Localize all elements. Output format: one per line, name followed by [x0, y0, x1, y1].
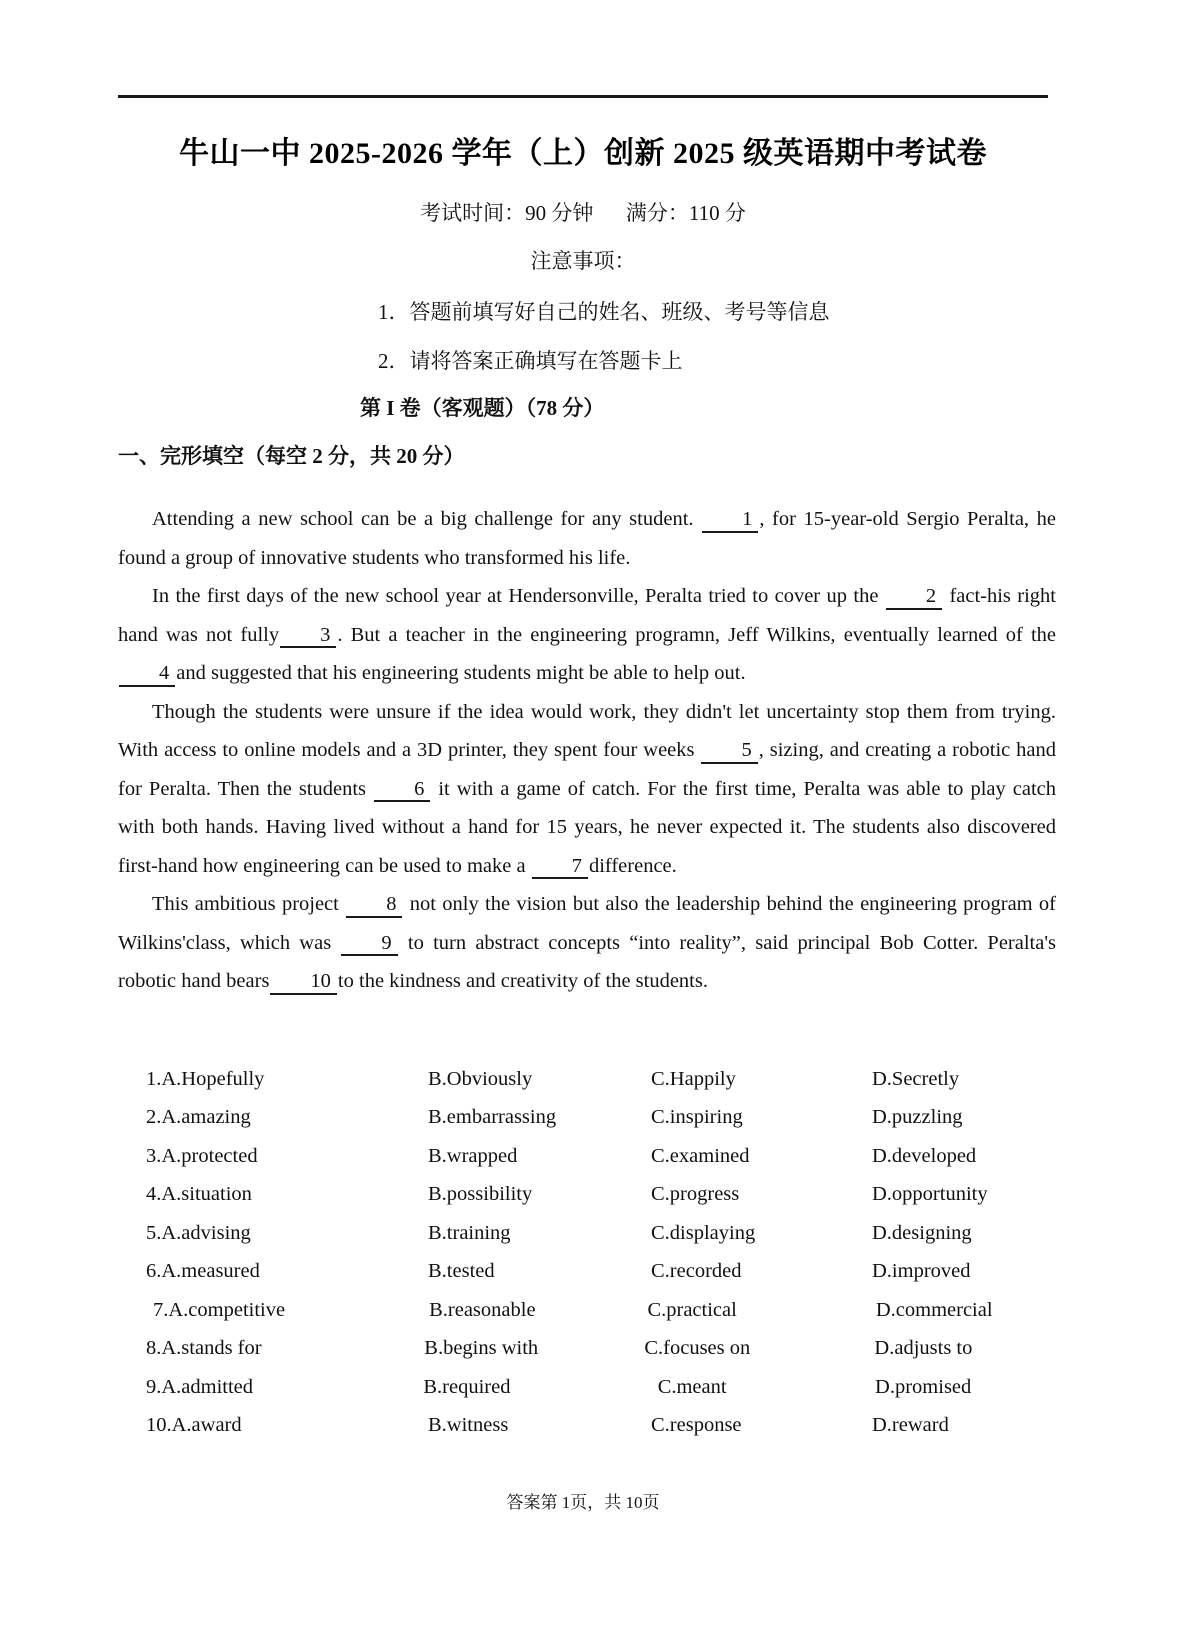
p2-segment-1: In the first days of the new school year at Hendersonville, Peralta tried to cover up the: [152, 585, 879, 607]
option-3-d[interactable]: D.developed: [872, 1144, 977, 1167]
cloze-passage: [118, 500, 1056, 1001]
option-10-a[interactable]: 10.A.award: [146, 1414, 242, 1437]
option-4-b[interactable]: B.possibility: [428, 1183, 533, 1206]
question-row-10: [146, 1407, 1056, 1446]
p2-segment-4: and suggested that his engineering students might be able to help out.: [176, 662, 746, 684]
cloze-blank-9: 9: [341, 933, 397, 957]
option-1-a[interactable]: 1.A.Hopefully: [146, 1067, 265, 1090]
option-3-c[interactable]: C.examined: [651, 1144, 750, 1167]
option-10-b[interactable]: B.witness: [428, 1414, 509, 1437]
page-footer: 答案第 1页，共 10页: [506, 1493, 660, 1512]
option-7-b[interactable]: B.reasonable: [429, 1298, 536, 1321]
option-8-b[interactable]: B.begins with: [424, 1337, 539, 1360]
p4-segment-1: This ambitious project: [152, 893, 339, 915]
question-row-7: [146, 1291, 1056, 1330]
p1-text-before: Attending a new school can be a big challenge for any student.: [152, 508, 694, 530]
option-10-c[interactable]: C.response: [651, 1414, 742, 1437]
option-6-c[interactable]: C.recorded: [651, 1260, 742, 1283]
option-8-d[interactable]: D.adjusts to: [874, 1337, 973, 1360]
option-9-d[interactable]: D.promised: [875, 1375, 972, 1398]
p2-segment-2: fact-his right hand was not fully: [118, 585, 1056, 646]
option-1-d[interactable]: D.Secretly: [872, 1067, 960, 1090]
question-row-2: [146, 1099, 1056, 1138]
section-heading-cloze: 一、完形填空（每空 2 分，共 20 分）: [118, 444, 465, 468]
notice-item-1: 1．答题前填写好自己的姓名、班级、考号等信息: [378, 300, 830, 324]
option-8-a[interactable]: 8.A.stands for: [146, 1337, 262, 1360]
option-7-a[interactable]: 7.A.competitive: [153, 1298, 286, 1321]
passage-paragraph-2: [118, 577, 1056, 693]
option-1-b[interactable]: B.Obviously: [428, 1067, 533, 1090]
option-9-a[interactable]: 9.A.admitted: [146, 1375, 254, 1398]
option-5-a[interactable]: 5.A.advising: [146, 1221, 251, 1244]
option-5-c[interactable]: C.displaying: [651, 1221, 756, 1244]
cloze-blank-7: 7: [532, 856, 588, 880]
question-row-1: [146, 1060, 1056, 1099]
page-content-area: [118, 0, 1073, 1636]
p4-segment-3: to turn abstract concepts “into reality”, said principal Bob Cotter. Peralta's robotic hand bears: [118, 931, 1057, 992]
paper-part-heading: 第 I 卷（客观题）（78 分）: [360, 396, 605, 420]
passage-paragraph-4: [118, 885, 1056, 1001]
page-title: 牛山一中 2025-2026 学年（上）创新 2025 级英语期中考试卷: [179, 137, 987, 170]
option-6-d[interactable]: D.improved: [872, 1260, 971, 1283]
option-9-b[interactable]: B.required: [423, 1375, 511, 1398]
cloze-blank-5: 5: [701, 740, 757, 764]
option-3-b[interactable]: B.wrapped: [428, 1144, 518, 1167]
passage-paragraph-3: [118, 693, 1056, 886]
option-2-d[interactable]: D.puzzling: [872, 1106, 963, 1129]
option-4-a[interactable]: 4.A.situation: [146, 1183, 252, 1206]
p3-segment-1: Though the students were unsure if the idea would work, they didn't let uncertainty stop them from trying. With access to online models and a 3D printer, they spent four weeks: [118, 700, 1056, 761]
option-6-b[interactable]: B.tested: [428, 1260, 495, 1283]
p3-segment-3: it with a game of catch. For the first time, Peralta was able to play catch with both hands. Having lived without a hand for 15 years, he never expected it. The students also discovered first-hand how engineering can be used to make a: [118, 777, 1057, 877]
option-4-c[interactable]: C.progress: [651, 1183, 740, 1206]
p3-segment-4: difference.: [588, 854, 677, 877]
notice-heading: 注意事项：: [530, 249, 636, 273]
option-6-a[interactable]: 6.A.measured: [146, 1260, 260, 1283]
option-8-c[interactable]: C.focuses on: [644, 1337, 751, 1360]
p1-text-after: , for 15-year-old Sergio Peralta, he found a group of innovative students who transformed his life.: [118, 508, 1056, 569]
passage-paragraph-1: [118, 500, 1056, 577]
question-row-9: [146, 1368, 1056, 1407]
p4-segment-4: to the kindness and creativity of the students.: [337, 970, 708, 992]
cloze-blank-6: 6: [374, 779, 430, 803]
cloze-blank-10: 10: [270, 971, 337, 995]
p2-segment-3: . But a teacher in the engineering programn, Jeff Wilkins, eventually learned of the: [337, 623, 1056, 646]
option-2-c[interactable]: C.inspiring: [651, 1106, 743, 1129]
option-7-c[interactable]: C.practical: [647, 1298, 737, 1321]
notice-item-2: 2．请将答案正确填写在答题卡上: [378, 349, 683, 373]
cloze-blank-3: 3: [280, 625, 336, 649]
cloze-options-list: [146, 1060, 1056, 1445]
question-row-3: [146, 1137, 1056, 1176]
header-divider-rule: [118, 95, 1048, 98]
cloze-blank-4: 4: [119, 663, 175, 687]
cloze-blank-8: 8: [346, 894, 402, 918]
option-2-b[interactable]: B.embarrassing: [428, 1106, 557, 1129]
option-5-b[interactable]: B.training: [428, 1221, 511, 1244]
p3-segment-2: , sizing, and creating a robotic hand for Peralta. Then the students: [118, 739, 1057, 800]
exam-total-score: 满分：110 分: [625, 201, 746, 225]
cloze-blank-1: 1: [702, 509, 758, 533]
option-10-d[interactable]: D.reward: [872, 1414, 949, 1437]
cloze-blank-2: 2: [886, 586, 942, 610]
option-9-c[interactable]: C.meant: [657, 1375, 727, 1398]
option-7-d[interactable]: D.commercial: [875, 1298, 993, 1321]
exam-duration: 考试时间：90 分钟: [420, 201, 594, 225]
option-4-d[interactable]: D.opportunity: [872, 1183, 988, 1206]
option-2-a[interactable]: 2.A.amazing: [146, 1106, 251, 1129]
option-1-c[interactable]: C.Happily: [651, 1067, 736, 1090]
exam-meta-line: [118, 197, 1048, 227]
question-row-8: [146, 1330, 1056, 1369]
question-row-4: [146, 1176, 1056, 1215]
question-row-5: [146, 1214, 1056, 1253]
option-5-d[interactable]: D.designing: [872, 1221, 972, 1244]
option-3-a[interactable]: 3.A.protected: [146, 1144, 258, 1167]
p4-segment-2: not only the vision but also the leadership behind the engineering program of Wilkins'class, which was: [118, 893, 1057, 954]
question-row-6: [146, 1253, 1056, 1292]
